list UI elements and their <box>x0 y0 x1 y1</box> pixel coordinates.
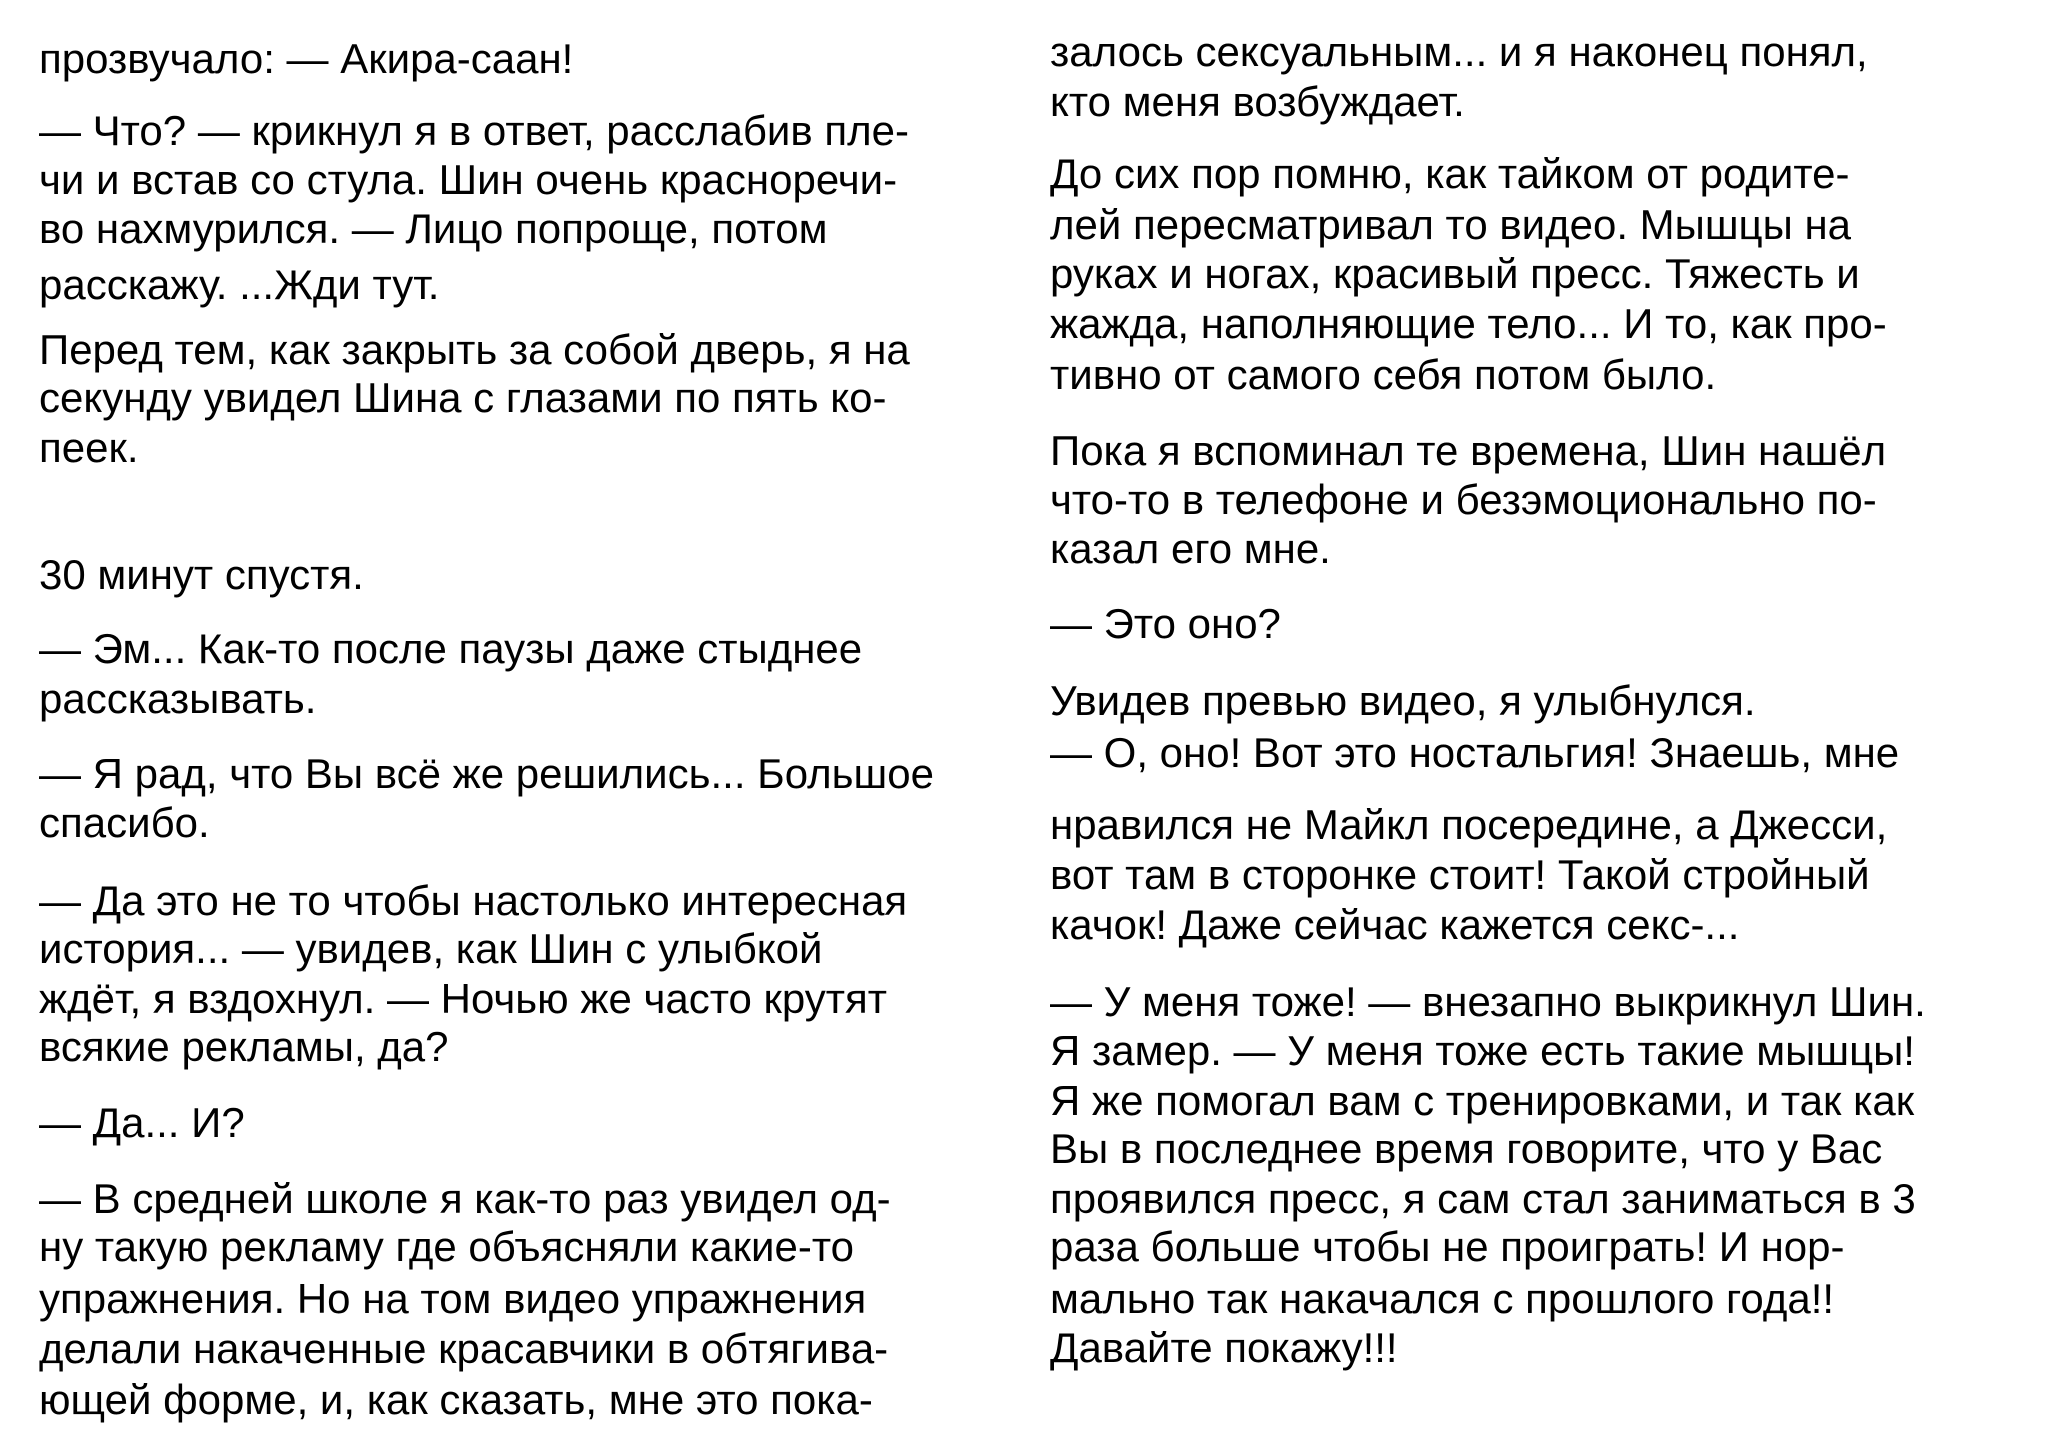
text-line: прозвучало: — Акира-саан! <box>39 35 574 82</box>
text-line: чи и встав со стула. Шин очень красноречи- <box>39 156 898 203</box>
text-line: — Я рад, что Вы всё же решились... Большое <box>39 750 934 797</box>
text-line: секунду увидел Шина с глазами по пять ко- <box>39 374 887 421</box>
text-line: Пока я вспоминал те времена, Шин нашёл <box>1050 427 1887 474</box>
text-line: Вы в последнее время говорите, что у Вас <box>1050 1125 1883 1172</box>
text-line: качок! Даже сейчас кажется секс-... <box>1050 901 1740 948</box>
text-line: делали накаченные красавчики в обтягива- <box>39 1325 889 1372</box>
text-line: — О, оно! Вот это ностальгия! Знаешь, мне <box>1050 729 1900 776</box>
text-line: пеек. <box>39 424 139 471</box>
text-line: жажда, наполняющие тело... И то, как про- <box>1050 300 1887 347</box>
text-line: Увидев превью видео, я улыбнулся. <box>1050 677 1756 724</box>
text-line: рассказывать. <box>39 675 317 722</box>
right-text-column <box>1050 0 2030 1441</box>
text-line: всякие рекламы, да? <box>39 1023 449 1070</box>
text-line: нравился не Майкл посередине, а Джесси, <box>1050 801 1888 848</box>
text-line: Я же помогал вам с тренировками, и так как <box>1050 1077 1915 1124</box>
text-line: проявился пресс, я сам стал заниматься в 3 <box>1050 1175 1916 1222</box>
text-line: ющей форме, и, как сказать, мне это пока- <box>39 1376 873 1423</box>
text-line: история... — увидев, как Шин с улыбкой <box>39 925 823 972</box>
text-line: во нахмурился. — Лицо попроще, потом <box>39 205 828 252</box>
text-line: — В средней школе я как-то раз увидел од- <box>39 1175 891 1222</box>
text-line: Перед тем, как закрыть за собой дверь, я на <box>39 326 910 373</box>
text-line: тивно от самого себя потом было. <box>1050 351 1717 398</box>
text-line: — У меня тоже! — внезапно выкрикнул Шин. <box>1050 978 1926 1025</box>
text-line: — Это оно? <box>1050 600 1281 647</box>
text-line: — Да... И? <box>39 1099 245 1146</box>
text-line: кто меня возбуждает. <box>1050 78 1465 125</box>
text-line: залось сексуальным... и я наконец понял, <box>1050 28 1868 75</box>
text-line: — Эм... Как-то после паузы даже стыднее <box>39 625 863 672</box>
text-line: вот там в сторонке стоит! Такой стройный <box>1050 851 1870 898</box>
text-line: Я замер. — У меня тоже есть такие мышцы! <box>1050 1027 1915 1074</box>
text-line: 30 минут спустя. <box>39 551 364 598</box>
text-line: — Что? — крикнул я в ответ, расслабив пле- <box>39 107 909 154</box>
text-line: расскажу. ...Жди тут. <box>39 261 440 308</box>
text-line: казал его мне. <box>1050 525 1331 572</box>
text-line: спасибо. <box>39 799 210 846</box>
text-line: что-то в телефоне и безэмоционально по- <box>1050 476 1877 523</box>
text-line: руках и ногах, красивый пресс. Тяжесть и <box>1050 250 1860 297</box>
text-line: Давайте покажу!!! <box>1050 1324 1398 1371</box>
text-line: лей пересматривал то видео. Мышцы на <box>1050 201 1852 248</box>
text-line: упражнения. Но на том видео упражнения <box>39 1275 867 1322</box>
left-text-column <box>39 0 1019 1441</box>
text-line: — Да это не то чтобы настолько интересная <box>39 877 908 924</box>
text-line: мально так накачался с прошлого года!! <box>1050 1275 1835 1322</box>
text-line: До сих пор помню, как тайком от родите- <box>1050 150 1850 197</box>
text-line: ну такую рекламу где объясняли какие-то <box>39 1223 854 1270</box>
text-line: раза больше чтобы не проиграть! И нор- <box>1050 1223 1845 1270</box>
text-line: ждёт, я вздохнул. — Ночью же часто крутят <box>39 975 887 1022</box>
